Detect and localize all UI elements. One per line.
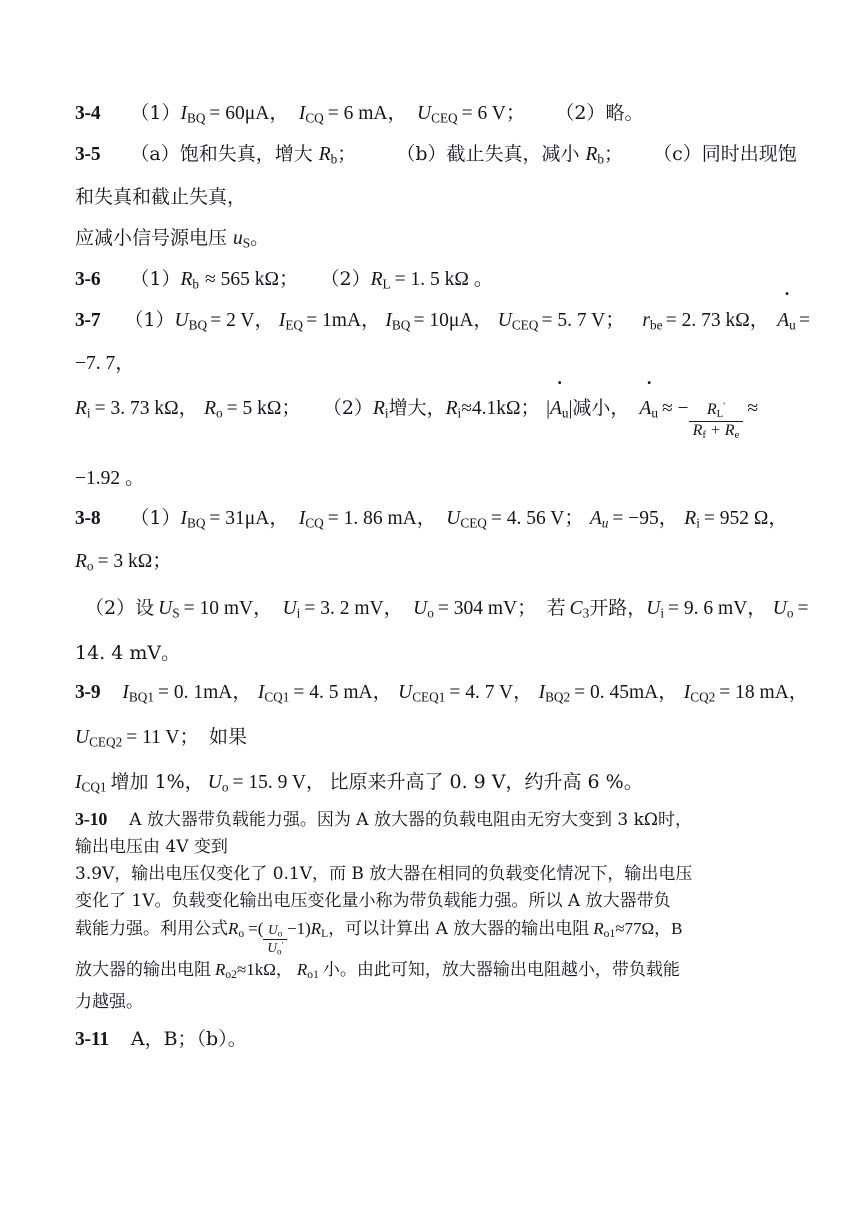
approx-tail: ≈ bbox=[747, 398, 759, 420]
value-U-CEQ: = 4. 56 V； bbox=[490, 507, 584, 529]
text-if: 如果 bbox=[208, 725, 247, 748]
fraction-denominator: $R_f + R_e$ bbox=[689, 421, 744, 442]
symbol-R-o-formula: $R_o$ bbox=[228, 918, 245, 940]
part-label-1: （1） bbox=[130, 267, 181, 290]
symbol-U-CEQ: $U_{CEQ}$ bbox=[497, 309, 539, 333]
symbol-U-o: $U_o$ bbox=[207, 771, 229, 795]
problem-3-10-text-1: A 放大器带负载能力强。因为 A 放大器的负载电阻由无穷大变到 3 kΩ时， bbox=[129, 809, 692, 830]
text-A-u-decreases: 减小， bbox=[572, 397, 630, 420]
value-U-o: = 15. 9 V， bbox=[232, 771, 326, 793]
symbol-U-CEQ: $U_{CEQ}$ bbox=[417, 103, 458, 126]
part-label-2: （2） bbox=[322, 397, 373, 420]
symbol-U-i: $U_i$ bbox=[282, 597, 301, 621]
part-label-a: （a） bbox=[130, 142, 180, 165]
value-U-o-2-continued: 14. 4 mV。 bbox=[75, 641, 181, 664]
symbol-R-L: $R_L$ bbox=[370, 268, 391, 292]
text-increase-1-percent: 增加 1%， bbox=[110, 770, 204, 793]
value-I-BQ1: = 0. 1mA， bbox=[157, 681, 252, 703]
symbol-I-CQ: $I_{CQ}$ bbox=[298, 507, 324, 531]
symbol-U-i-2: $U_i$ bbox=[646, 597, 665, 621]
symbol-U-BQ: $U_{BQ}$ bbox=[174, 309, 208, 333]
value-U-o: = 304 mV； bbox=[437, 597, 537, 619]
symbol-R-b-b: $R_b$ bbox=[585, 143, 605, 167]
value-U-BQ: = 2 V， bbox=[210, 309, 274, 331]
symbol-u-S: $u_S$ bbox=[233, 227, 251, 251]
problem-3-10-line-3 bbox=[75, 861, 810, 888]
problem-number-3-4: 3-4 bbox=[75, 103, 101, 124]
value-I-BQ2: = 0. 45mA， bbox=[574, 681, 678, 703]
symbol-A-u: Au bbox=[589, 507, 609, 531]
symbol-U-S: $U_S$ bbox=[158, 597, 180, 621]
symbol-A-dot-u-2: . $A_u$ bbox=[639, 399, 658, 420]
condition-text: 开路， bbox=[589, 596, 647, 619]
symbol-R-i: $R_i$ bbox=[684, 507, 700, 531]
value-I-BQ: = 60μA， bbox=[209, 103, 289, 124]
part-label-1: （1） bbox=[124, 308, 175, 331]
part-label-2: （2） bbox=[320, 267, 371, 290]
symbol-U-o: $U_o$ bbox=[413, 597, 434, 621]
symbol-I-BQ: $I_{BQ}$ bbox=[385, 309, 411, 333]
value-A-u: = −95， bbox=[612, 507, 679, 529]
text-rise-conclusion: 比原来升高了 0. 9 V，约升高 6 %。 bbox=[329, 770, 643, 793]
problem-3-10-text-4: 变化了 1V。负载变化输出电压变化量小称为带负载能力强。所以 A 放大器带负 bbox=[75, 890, 671, 911]
value-U-i: = 3. 2 mV， bbox=[304, 597, 404, 619]
value-U-CEQ1: = 4. 7 V， bbox=[449, 681, 533, 703]
symbol-I-BQ2: $I_{BQ2}$ bbox=[538, 681, 571, 705]
symbol-U-CEQ2: $U_{CEQ2}$ bbox=[75, 726, 123, 750]
problem-3-9-line-2 bbox=[75, 725, 810, 750]
problem-3-7-line-3 bbox=[75, 399, 810, 441]
problem-3-8-line-1 bbox=[75, 506, 810, 531]
problem-3-5-note: 应减小信号源电压 bbox=[75, 226, 228, 249]
value-I-BQ: = 31μA， bbox=[209, 507, 289, 529]
problem-3-10-text-6b: 小。由此可知，放大器输出电阻越小，带负载能 bbox=[322, 960, 680, 981]
problem-3-10-line-4 bbox=[75, 888, 810, 915]
problem-3-7-line-1 bbox=[75, 308, 810, 333]
problem-3-7-line-4 bbox=[75, 469, 810, 489]
formula-open: =( bbox=[248, 918, 264, 938]
problem-number-3-6: 3-6 bbox=[75, 268, 101, 290]
problem-3-10-line-7 bbox=[75, 989, 810, 1016]
problem-3-7 bbox=[75, 308, 810, 490]
part-label-b: （b） bbox=[396, 142, 447, 165]
part-2-answer: 略。 bbox=[605, 102, 644, 124]
problem-number-3-9: 3-9 bbox=[75, 681, 101, 703]
fraction-Uo-over-Uo-prime bbox=[263, 922, 287, 957]
part-label-1: （1） bbox=[130, 506, 181, 529]
value-r-be: = 2. 73 kΩ， bbox=[665, 309, 770, 331]
value-R-i: = 3. 73 kΩ， bbox=[94, 398, 199, 420]
part-label-c: （c） bbox=[653, 142, 702, 165]
problem-3-10-text-3: 3.9V，输出电压仅变化了 0.1V，而 B 放大器在相同的负载变化情况下，输出电压 bbox=[75, 863, 693, 884]
value-R-b: ≈ 565 kΩ； bbox=[205, 268, 299, 290]
symbol-R-o2: $R_{o2}$ bbox=[215, 960, 237, 982]
symbol-R-o1-b: $R_{o1}$ bbox=[296, 960, 319, 982]
symbol-R-b-a: $R_b$ bbox=[318, 143, 338, 167]
fraction-numerator: $U_o$ bbox=[268, 921, 283, 939]
part-2-prefix: 设 bbox=[135, 596, 155, 619]
problem-3-8-line-3 bbox=[75, 596, 810, 621]
problem-number-3-7: 3-7 bbox=[75, 309, 101, 331]
symbol-C-3: $C_3$ bbox=[569, 597, 590, 621]
problem-3-10-line-1 bbox=[75, 806, 810, 834]
value-R-i: = 952 Ω， bbox=[703, 507, 788, 529]
problem-3-5-line-1 bbox=[75, 142, 810, 167]
value-R-o1: ≈77Ω，B bbox=[615, 918, 683, 938]
value-I-CQ: = 1. 86 mA， bbox=[327, 507, 437, 529]
symbol-I-CQ1-b: $I_{CQ1}$ bbox=[75, 771, 107, 795]
part-b-answer: 截止失真，减小 bbox=[446, 142, 580, 165]
problem-3-8-line-2 bbox=[75, 552, 810, 573]
problem-3-5-line-2 bbox=[75, 185, 810, 208]
problem-3-6 bbox=[75, 267, 810, 292]
problem-3-10-text-5a: 载能力强。利用公式 bbox=[75, 918, 228, 939]
equals-A-u: = bbox=[798, 309, 810, 331]
value-U-CEQ2: = 11 V； bbox=[126, 726, 199, 748]
problem-3-10-text-7: 力越强。 bbox=[75, 991, 143, 1012]
symbol-I-BQ: $I_{BQ}$ bbox=[180, 507, 206, 531]
value-U-o-2: = bbox=[797, 597, 809, 619]
problem-number-3-11: 3-11 bbox=[75, 1028, 109, 1050]
symbol-R-b: $R_b$ bbox=[180, 268, 200, 292]
fraction-denominator: $U_o'$ bbox=[263, 939, 287, 957]
problem-3-11-line-1 bbox=[75, 1027, 810, 1050]
text-R-i-increases: 增大， bbox=[388, 397, 446, 420]
value-I-BQ: = 10μA， bbox=[413, 309, 493, 331]
abs-open: | bbox=[546, 398, 550, 420]
problem-3-9 bbox=[75, 683, 810, 794]
problem-3-7-line-2 bbox=[75, 354, 810, 374]
symbol-R-o: $R_o$ bbox=[204, 398, 223, 422]
abs-close: | bbox=[568, 398, 573, 420]
symbol-R-i: $R_i$ bbox=[75, 398, 91, 422]
symbol-I-CQ1: $I_{CQ1}$ bbox=[257, 681, 290, 705]
part-label-2: （2） bbox=[85, 596, 136, 619]
problem-3-8-line-4 bbox=[75, 641, 810, 664]
problem-3-5-continuation: 和失真和截止失真， bbox=[75, 185, 247, 208]
symbol-R-o: $R_o$ bbox=[75, 550, 94, 574]
part-label-1: （1） bbox=[130, 102, 181, 124]
problem-3-6-line-1 bbox=[75, 267, 810, 292]
value-I-EQ: = 1mA， bbox=[306, 309, 381, 331]
problem-3-5 bbox=[75, 142, 810, 251]
problem-3-4-line-1 bbox=[75, 104, 810, 125]
symbol-R-o1: $R_{o1}$ bbox=[593, 918, 616, 940]
problem-3-10-text-6a: 放大器的输出电阻 bbox=[75, 960, 211, 981]
problem-3-5-note-tail: 。 bbox=[250, 226, 270, 249]
symbol-I-EQ: $I_{EQ}$ bbox=[278, 309, 303, 333]
symbol-R-i-2: $R_i$ bbox=[373, 398, 389, 422]
problem-3-10-text-5c: ，可以计算出 A 放大器的输出电阻 bbox=[328, 918, 590, 939]
problem-3-10-line-2 bbox=[75, 834, 810, 861]
problem-3-9-line-3 bbox=[75, 770, 810, 795]
value-I-CQ2: = 18 mA， bbox=[719, 681, 809, 703]
problem-3-5-line-3 bbox=[75, 226, 810, 251]
condition-prefix: 若 bbox=[546, 596, 566, 619]
value-R-o: = 5 kΩ； bbox=[226, 398, 301, 420]
problem-3-10-line-5 bbox=[75, 915, 810, 957]
relation-approx-neg: ≈ − bbox=[661, 398, 689, 420]
symbol-I-BQ1: $I_{BQ1}$ bbox=[122, 681, 154, 705]
fraction-RL-over-Rf-Re bbox=[689, 401, 744, 441]
value-R-i-3: ≈4.1kΩ； bbox=[461, 398, 541, 420]
formula-minus-one: −1) bbox=[286, 918, 311, 938]
part-c-answer: 同时出现饱 bbox=[701, 142, 797, 165]
value-I-CQ1: = 4. 5 mA， bbox=[293, 681, 393, 703]
problem-number-3-8: 3-8 bbox=[75, 507, 101, 529]
symbol-U-CEQ1: $U_{CEQ1}$ bbox=[398, 681, 446, 705]
value-R-o: = 3 kΩ； bbox=[97, 550, 172, 572]
problem-3-11 bbox=[75, 1027, 810, 1050]
symbol-I-BQ: $I_{BQ}$ bbox=[180, 103, 206, 126]
part-label-2: （2） bbox=[555, 102, 606, 124]
problem-3-8 bbox=[75, 506, 810, 664]
problem-3-10-text-2: 输出电压由 4V 变到 bbox=[75, 836, 228, 857]
value-U-CEQ: = 6 V； bbox=[461, 103, 526, 124]
symbol-I-CQ: $I_{CQ}$ bbox=[298, 103, 324, 126]
problem-3-11-answer: A，B；（b）。 bbox=[130, 1027, 247, 1050]
problem-3-9-line-1 bbox=[75, 683, 810, 704]
value-U-S: = 10 mV， bbox=[183, 597, 273, 619]
value-R-o2: ≈1kΩ， bbox=[236, 960, 293, 980]
symbol-A-dot-u-abs: . $A_u$ bbox=[550, 399, 569, 420]
problem-3-4 bbox=[75, 104, 810, 125]
problem-number-3-10: 3-10 bbox=[75, 808, 108, 829]
part-a-tail: ； bbox=[337, 142, 357, 165]
symbol-R-i-3: $R_i$ bbox=[445, 398, 462, 422]
value-U-CEQ: = 5. 7 V； bbox=[541, 309, 625, 331]
symbol-A-dot-u: . $A_u$ bbox=[777, 311, 796, 332]
part-a-answer: 饱和失真，增大 bbox=[179, 142, 313, 165]
problem-number-3-5: 3-5 bbox=[75, 143, 101, 165]
symbol-U-o-2: $U_o$ bbox=[772, 597, 794, 621]
value-I-CQ: = 6 mA， bbox=[327, 103, 408, 124]
problem-3-10 bbox=[75, 806, 810, 1016]
value-U-i-2: = 9. 6 mV， bbox=[668, 597, 767, 619]
fraction-numerator: $R_L'$ bbox=[706, 401, 726, 421]
value-A-u-final: −1.92 。 bbox=[75, 468, 145, 490]
symbol-U-CEQ: $U_{CEQ}$ bbox=[446, 507, 487, 531]
value-R-L: = 1. 5 kΩ 。 bbox=[394, 268, 494, 290]
value-A-u-continued: −7. 7， bbox=[75, 352, 135, 374]
symbol-I-CQ2: $I_{CQ2}$ bbox=[683, 681, 716, 705]
symbol-R-L-formula: $R_L$ bbox=[310, 918, 329, 940]
symbol-r-be: $r_{be}$ bbox=[642, 309, 663, 333]
problem-3-10-line-6 bbox=[75, 956, 810, 988]
part-b-tail: ； bbox=[604, 142, 624, 165]
